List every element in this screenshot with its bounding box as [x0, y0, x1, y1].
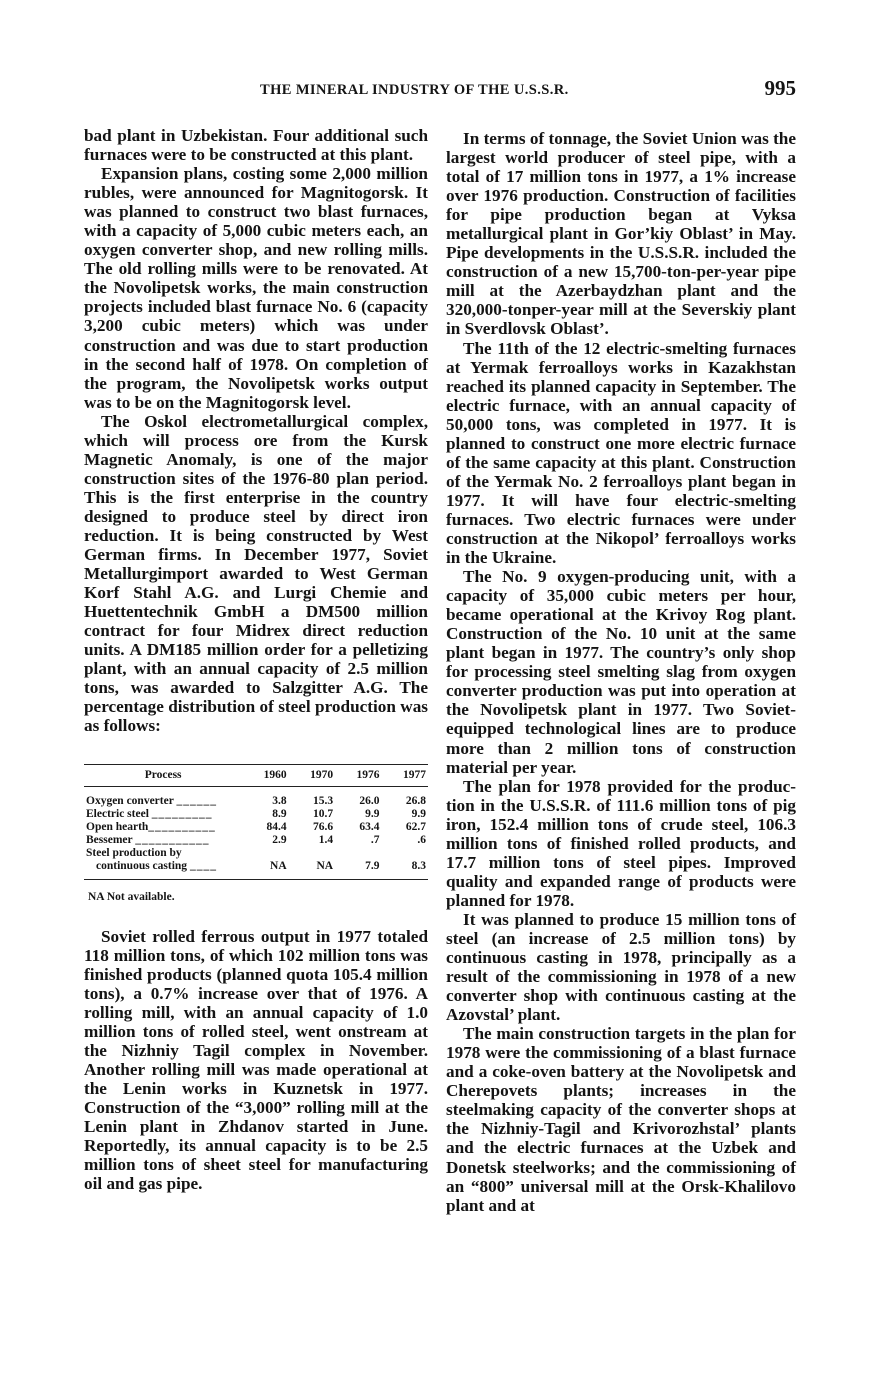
cell: 26.0 [359, 794, 380, 807]
paragraph: The plan for 1978 provided for the production in the U.S.S.R. of 111.6 million tons of pig iron, 152.4 million tons of crude steel, 106.3 million tons of finished rolled products, and 17.7 million tons of steel pipes. Improved quality and expanded range of products were planned for 1978. [446, 776, 796, 910]
row-label: Oxygen converter ______ [86, 794, 217, 807]
row-label: Electric steel _________ [86, 807, 213, 820]
paragraph: bad plant in Uzbekistan. Four additional such furnaces were to be constructed at this plant. [84, 126, 428, 165]
cell: 8.3 [411, 859, 426, 872]
page-header [84, 76, 796, 106]
table-row [84, 860, 428, 880]
cell: 63.4 [359, 820, 380, 833]
paragraph: In terms of tonnage, the Soviet Union was the largest world producer of steel pipe, with a total of 17 million tons in 1977, a 1% increase over 1976 production. Construction of facilities for pipe production began at Vyksa metallurgical plant in Gor’kiy Oblast’ in May. Pipe developments in the U.S.S.R. included the construction of a new 15,700-ton-per-year pipe mill at the Azerbaydzhan plant and the 320,000-tonper-year mill at the Severskiy plant in Sverdlovsk Oblast’. [446, 129, 796, 339]
steel-distribution-table-block [84, 764, 428, 907]
page-number: 995 [764, 76, 796, 100]
paragraph: The main construction targets in the plan for 1978 were the commissioning of a blast furnace and a coke-oven battery at the Novolipetsk and Cherepovets plants; increases in the steelmaking capacity of the converter shops at the Nizhniy-Tagil and Krivorozhstal’ plants and the electric furnaces at the Uzbek and Donetsk steelworks; and the commissioning of an “800” universal mill at the Orsk-Khalilovo plant and at [446, 1024, 796, 1215]
table-row [84, 808, 428, 821]
row-label: Steel production by [86, 846, 182, 859]
cell: NA [316, 859, 334, 872]
cell: 10.7 [312, 807, 334, 820]
cell: 7.9 [365, 859, 380, 872]
cell: 1.4 [318, 833, 334, 846]
row-label: Open hearth__________ [86, 820, 216, 833]
table-row [84, 821, 428, 834]
cell: 26.8 [405, 794, 426, 807]
column-header-1960: 1960 [263, 768, 287, 781]
column-header-1977: 1977 [403, 768, 426, 781]
paragraph: Soviet rolled ferrous output in 1977 totaled 118 million tons, of which 102 million tons was finished products (planned quota 105.4 million tons), a 0.7% increase over that of 1976. A rolling mill, with an annual capacity of 1.0 million tons of rolled steel, went onstream at the Nizhniy Tagil complex in November. Another rolling mill was made operational at the Lenin works in Kuznetsk in 1977. Construction of the “3,000” rolling mill at the Lenin plant in Zhdanov started in June. Reportedly, its annual capacity is to be 2.5 million tons of sheet steel for manufacturing oil and gas pipe. [84, 926, 428, 1194]
cell: 3.8 [272, 794, 287, 807]
table-row [84, 786, 428, 808]
cell: NA [270, 859, 287, 872]
cell: 9.9 [365, 807, 380, 820]
table-footnote: NA Not available. [88, 890, 175, 903]
cell: 62.7 [405, 820, 426, 833]
paragraph: It was planned to produce 15 million tons of steel (an increase of 2.5 million tons) by continuous casting in 1978, principally as a result of the commissioning in 1978 of a new converter shop with continuous casting at the Azovstal’ plant. [446, 909, 796, 1025]
cell: 8.9 [272, 807, 287, 820]
right-column [446, 129, 796, 1215]
column-header-1970: 1970 [310, 768, 334, 781]
cell: 76.6 [312, 820, 334, 833]
row-label: Bessemer ___________ [86, 833, 210, 846]
paragraph: The No. 9 oxygen-producing unit, with a capacity of 35,000 cubic meters per hour, became operational at the Krivoy Rog plant. Construction of the No. 10 unit at the same plant began in 1977. The country’s only shop for processing steel smelting slag from oxygen converter production was put into operation at the Novolipetsk plant in 1977. Two Soviet-equipped technological lines are to produce more than 2 million tons of construction material per year. [446, 567, 796, 777]
column-header-1976: 1976 [356, 768, 380, 781]
table-row [84, 847, 428, 860]
paragraph: The Oskol electrometallurgical complex, which will process ore from the Kursk Magnetic Anomaly, is one of the major construction sites of the 1976-80 plan period. This is the first enterprise in the country designed to produce steel by direct iron reduction. It is being constructed by West German firms. In December 1977, Soviet Metallurgimport awarded to West German Korf Stahl A.G. and Lurgi Chemie and Huettentechnik GmbH a DM500 million contract for four Midrex direct reduction units. A DM185 million order for a pelletizing plant, with an annual capacity of 2.5 million tons, was awarded to Salzgitter A.G. The percentage distribution of steel production was as follows: [84, 411, 428, 736]
column-header-process: Process [144, 768, 182, 781]
cell: 2.9 [272, 833, 287, 846]
table-header-row [84, 764, 428, 786]
row-label: continuous casting ____ [96, 859, 217, 872]
left-column [84, 126, 428, 1193]
steel-distribution-table [84, 764, 428, 880]
paragraph: Expansion plans, costing some 2,000 million rubles, were announced for Magnitogorsk. It was planned to construct two blast furnaces, with a capacity of 5,000 cubic meters each, an oxygen converter shop, and new rolling mills. The old rolling mills were to be renovated. At the Novolipetsk works, the main construction projects included blast furnace No. 6 (capacity 3,200 cubic meters) which was under construction and was due to start production in the second half of 1978. On completion of the program, the Novolipetsk works output was to be on the Magnitogorsk level. [84, 164, 428, 412]
running-title: THE MINERAL INDUSTRY OF THE U.S.S.R. [260, 82, 569, 98]
cell: 84.4 [266, 820, 287, 833]
table-row [84, 834, 428, 847]
cell: .7 [370, 833, 380, 846]
cell: .6 [417, 833, 426, 846]
cell: 9.9 [411, 807, 426, 820]
cell: 15.3 [312, 794, 334, 807]
paragraph: The 11th of the 12 electric-smelting furnaces at Yermak ferroalloys works in Kazakhstan reached its planned capacity in September. The electric furnace, with an annual capacity of 50,000 tons, was completed in 1977. It is planned to construct one more electric furnace of the same capacity at this plant. Construction of the Yermak No. 2 ferroalloys plant began in 1977. It will have four electric-smelting furnaces. Two electric furnaces were under construction at the Nikopol’ ferroalloys works in the Ukraine. [446, 338, 796, 568]
